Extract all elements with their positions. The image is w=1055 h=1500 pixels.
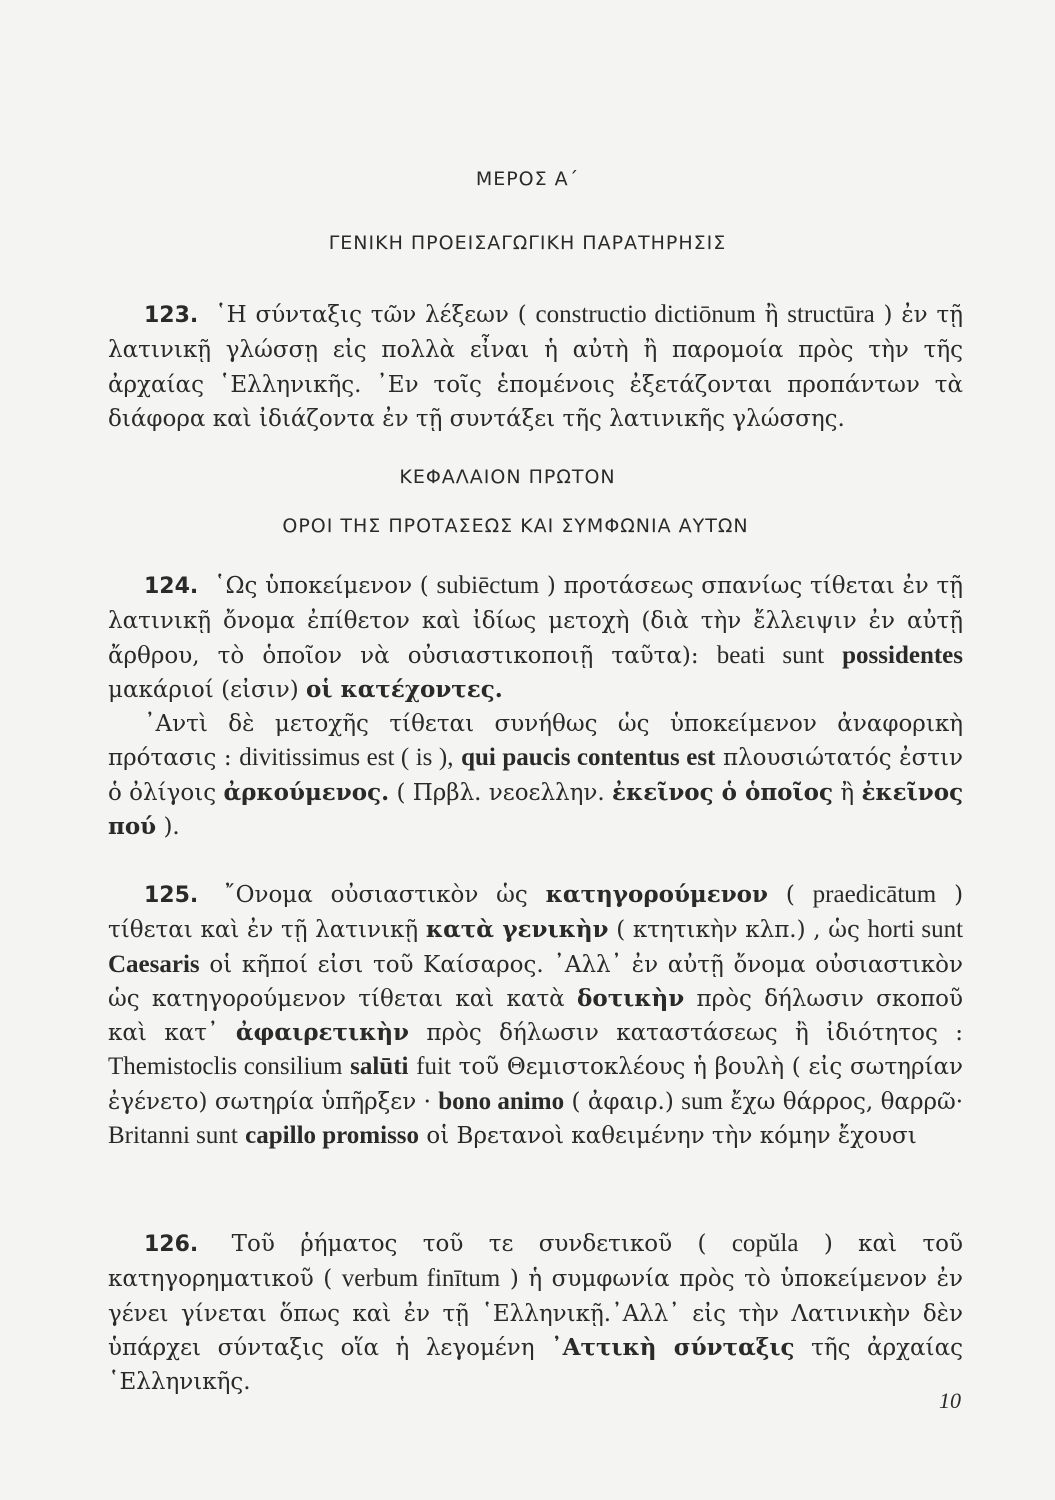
paragraph-number: 126. [144, 1232, 199, 1257]
chapter-heading: ΚΕΦΑΛΑΙΟΝ ΠΡΩΤΟΝ [399, 466, 616, 488]
general-remark-heading: ΓΕΝΙΚΗ ΠΡΟΕΙΣΑΓΩΓΙΚΗ ΠΑΡΑΤΗΡΗΣΙΣ [328, 232, 727, 254]
paragraph-123: 123. ῾Η σύνταξις τῶν λέξεων ( constructio dictiōnum ἢ structūra ) ἐν τῇ λατινικῇ γλώσσῃ εἰς πολλὰ εἶναι ἡ αὐτὴ ἢ παρομοία πρὸς τὴν τῆς ἀρχαίας ῾Ελληνικῆς. ᾿Εν τοῖς ἑπομένοις ἐξετάζονται προπάντων τὰ διάφορα καὶ ἰδιάζοντα ἐν τῇ συντάξει τῆς λατινικῆς γλώσσης. [108, 301, 963, 432]
page-number: 10 [939, 1388, 961, 1413]
part-heading: ΜΕΡΟΣ Α΄ [475, 168, 580, 190]
paragraph-124-continued: ᾿Αντὶ δὲ μετοχῆς τίθεται συνήθως ὡς ὑποκείμενον ἀναφορικὴ πρότασις : divitissimus est ( is ), qui paucis contentus est πλουσιώτατός ἐστιν ὁ ὀλίγοις ἀρκούμενος. ( Πρβλ. νεοελλην. ἐκεῖνος ὁ ὁποῖος ἢ ἐκεῖνος πού ). [108, 711, 964, 840]
section-heading: ΟΡΟΙ ΤΗΣ ΠΡΟΤΑΣΕΩΣ ΚΑΙ ΣΥΜΦΩΝΙΑ ΑΥΤΩΝ [282, 515, 749, 537]
paragraph-126: 126. Τοῦ ῥήματος τοῦ τε συνδετικοῦ ( copŭla ) καὶ τοῦ κατηγορηματικοῦ ( verbum finītum ) ἡ συμφωνία πρὸς τὸ ὑποκείμενον ἐν γένει γίνεται ὅπως καὶ ἐν τῇ ῾Ελληνικῇ.᾿Αλλ᾿ εἰς τὴν Λατινικὴν δὲν ὑπάρχει σύνταξις οἵα ἡ λεγομένη ᾿Αττικὴ σύνταξις τῆς ἀρχαίας ῾Ελληνικῆς. [108, 1230, 964, 1396]
paragraph-number: 123. [144, 303, 199, 328]
paragraph-125: 125. ῎Ονομα οὐσιαστικὸν ὡς κατηγορούμενον ( praedicātum ) τίθεται καὶ ἐν τῇ λατινικῇ κατὰ γενικὴν ( κτητικὴν κλπ.) , ὡς horti sunt Caesaris οἱ κῆποί εἰσι τοῦ Καίσαρος. ᾿Αλλ᾿ ἐν αὐτῇ ὄνομα οὐσιαστικὸν ὡς κατηγορούμενον τίθεται καὶ κατὰ δοτικὴν πρὸς δήλωσιν σκοποῦ καὶ κατ᾿ ἀφαιρετικὴν πρὸς δήλωσιν καταστάσεως ἢ ἰδιότητος : Themistoclis consilium salūti fuit τοῦ Θεμιστοκλέους ἡ βουλὴ ( εἰς σωτηρίαν ἐγένετο) σωτηρία ὑπῆρξεν · bono animo ( ἀφαιρ.) sum ἔχω θάρρος, θαρρῶ· Britanni sunt capillo promisso οἱ Βρετανοὶ καθειμένην τὴν κόμην ἔχουσι [108, 881, 964, 1150]
paragraph-124: 124. ῾Ως ὑποκείμενον ( subiēctum ) προτάσεως σπανίως τίθεται ἐν τῇ λατινικῇ ὄνομα ἐπίθετον καὶ ἰδίως μετοχὴ (διὰ τὴν ἔλλειψιν ἐν αὐτῇ ἄρθρου, τὸ ὁποῖον νὰ οὐσιαστικοποιῇ ταῦτα): beati sunt possidentes μακάριοί (εἰσιν) οἱ κατέχοντες. [108, 572, 964, 703]
paragraph-number: 125. [144, 883, 199, 908]
paragraph-number: 124. [144, 574, 199, 599]
